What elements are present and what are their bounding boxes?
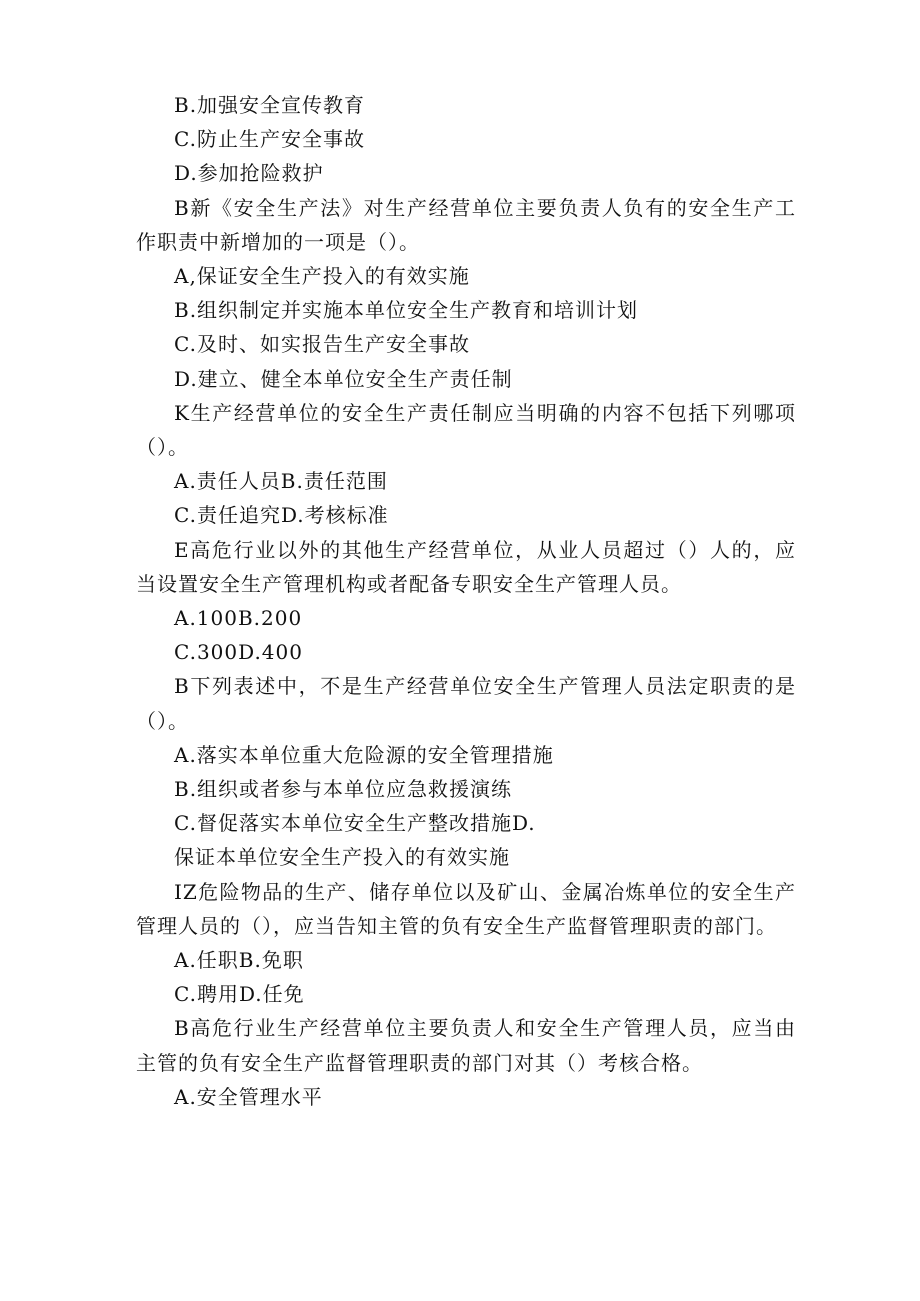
- option-line: B.组织制定并实施本单位安全生产教育和培训计划: [174, 298, 639, 323]
- option-line: A.落实本单位重大危险源的安全管理措施: [174, 742, 554, 767]
- option-line: A.100B.200: [174, 606, 303, 631]
- option-line: C.聘用D.任免: [174, 982, 305, 1007]
- option-line: C.300D.400: [174, 640, 303, 665]
- option-line: A.责任人员B.责任范围: [174, 469, 388, 494]
- question-paragraph: B新《安全生产法》对生产经营单位主要负责人负有的安全生产工作职责中新增加的一项是（）。: [136, 195, 796, 254]
- question-paragraph: B下列表述中，不是生产经营单位安全生产管理人员法定职责的是（）。: [136, 674, 796, 733]
- option-line: B.组织或者参与本单位应急救援演练: [174, 777, 513, 802]
- option-line: A,保证安全生产投入的有效实施: [174, 264, 470, 289]
- option-line: C.及时、如实报告生产安全事故: [174, 332, 470, 357]
- option-line: 保证本单位安全生产投入的有效实施: [174, 845, 510, 870]
- document-body: [136, 88, 796, 1114]
- option-line: A.安全管理水平: [174, 1084, 323, 1109]
- option-line: D.参加抢险救护: [174, 161, 324, 186]
- option-line: C.督促落实本单位安全生产整改措施D.: [174, 811, 536, 836]
- question-paragraph: IZ危险物品的生产、储存单位以及矿山、金属冶炼单位的安全生产管理人员的（），应当告知主管的负有安全生产监督管理职责的部门。: [136, 879, 796, 938]
- option-line: C.防止生产安全事故: [174, 127, 365, 152]
- question-paragraph: K生产经营单位的安全生产责任制应当明确的内容不包括下列哪项（）。: [136, 400, 796, 460]
- question-paragraph: E高危行业以外的其他生产经营单位，从业人员超过（）人的，应当设置安全生产管理机构或者配备专职安全生产管理人员。: [136, 537, 796, 596]
- question-paragraph: B高危行业生产经营单位主要负责人和安全生产管理人员，应当由主管的负有安全生产监督管理职责的部门对其（）考核合格。: [136, 1016, 796, 1075]
- option-line: D.建立、健全本单位安全生产责任制: [174, 366, 513, 391]
- option-line: A.任职B.免职: [174, 948, 304, 973]
- option-line: C.责任追究D.考核标准: [174, 503, 389, 528]
- option-line: B.加强安全宣传教育: [174, 93, 366, 117]
